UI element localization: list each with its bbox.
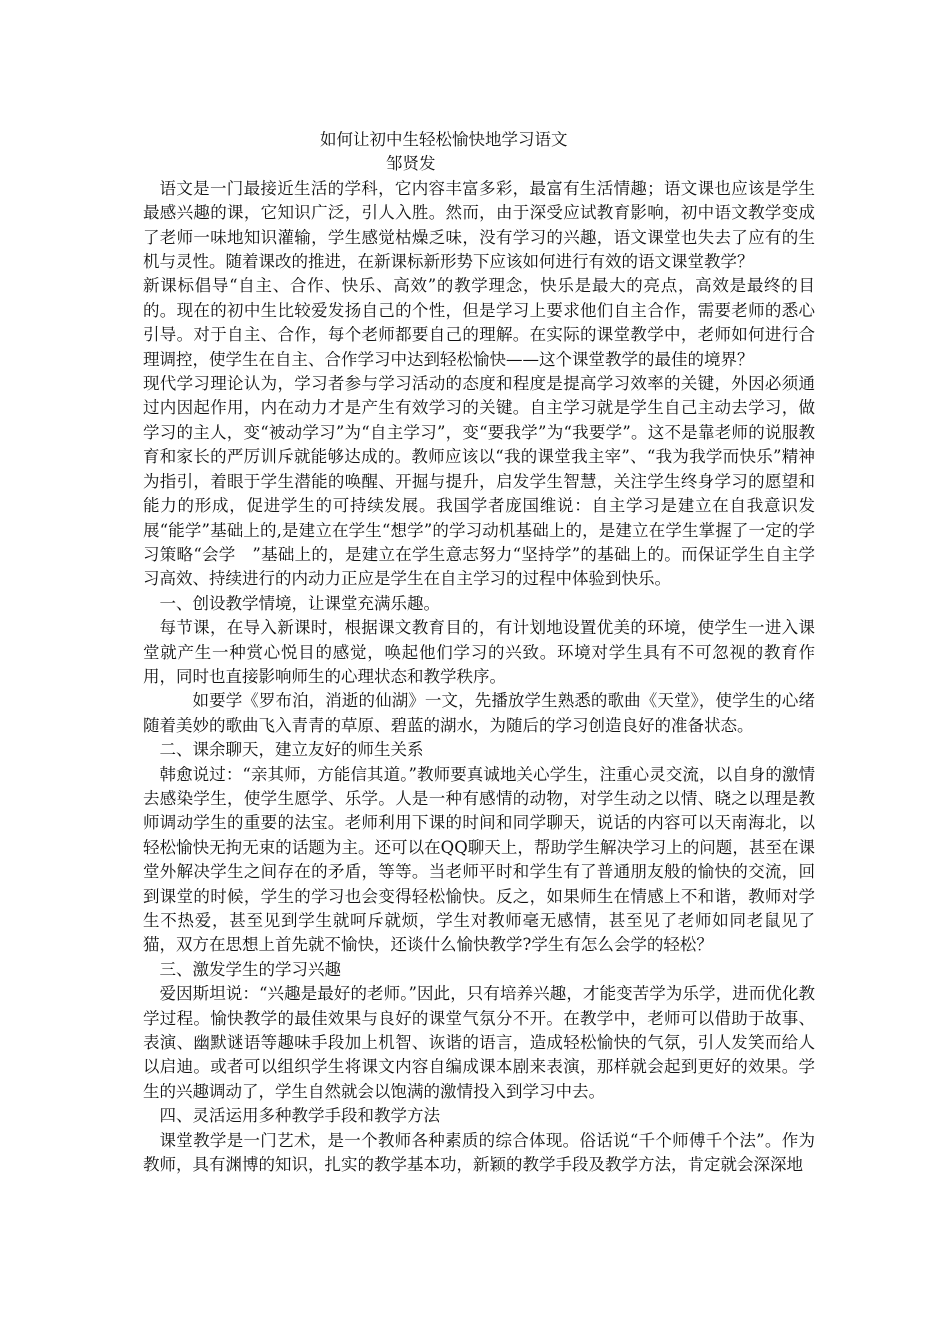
paragraph-intro: 语文是一门最接近生活的学科，它内容丰富多彩，最富有生活情趣；语文课也应该是学生最感兴趣的课，它知识广泛，引人入胜。然而，由于深受应试教育影响，初中语文教学变成了老师一味地知识灌输，学生感觉枯燥乏味，没有学习的兴趣，语文课堂也失去了应有的生机与灵性。随着课改的推进，在新课标新形势下应该如何进行有效的语文课堂教学？ (143, 178, 815, 272)
paragraph-section-4: 课堂教学是一门艺术，是一个教师各种素质的综合体现。俗话说“千个师傅千个法”。作为教师，具有渊博的知识，扎实的教学基本功，新颖的教学手段及教学方法，肯定就会深深地 (143, 1130, 815, 1175)
document-body (143, 128, 815, 1177)
section-heading-3: 三、激发学生的学习兴趣 (159, 959, 341, 979)
paragraph-section-2: 韩愈说过：“亲其师，方能信其道。”教师要真诚地关心学生，注重心灵交流，以自身的激情去感染学生，使学生愿学、乐学。人是一种有感情的动物，对学生动之以情、晓之以理是教师调动学生的重要的法宝。老师利用下课的时间和同学聊天，说话的内容可以天南海北，以轻松愉快无拘无束的话题为主。还可以在QQ聊天上，帮助学生解决学习上的问题，甚至在课堂外解决学生之间存在的矛盾，等等。当老师平时和学生有了普通朋友般的愉快的交流，回到课堂的时候，学生的学习也会变得轻松愉快。反之，如果师生在情感上不和谐，教师对学生不热爱，甚至见到学生就呵斥就烦，学生对教师毫无感情，甚至见了老师如同老鼠见了猫，双方在思想上首先就不愉快，还谈什么愉快教学?学生有怎么会学的轻松？ (143, 764, 815, 955)
section-heading-2: 二、课余聊天，建立友好的师生关系 (159, 740, 424, 760)
paragraph-section-3: 爱因斯坦说：“兴趣是最好的老师。”因此，只有培养兴趣，才能变苦学为乐学，进而优化教学过程。愉快教学的最佳效果与良好的课堂气氛分不开。在教学中，老师可以借助于故事、表演、幽默谜语等趣味手段加上机智、诙谐的语言，造成轻松愉快的气氛，引人发笑而给人以启迪。或者可以组织学生将课文内容自编成课本剧来表演，那样就会起到更好的效果。学生的兴趣调动了，学生自然就会以饱满的激情投入到学习中去。 (143, 984, 815, 1101)
paragraph-section-1-example: 如要学《罗布泊，消逝的仙湖》一文，先播放学生熟悉的歌曲《天堂》，使学生的心绪随着美妙的歌曲飞入青青的草原、碧蓝的湖水，为随后的学习创造良好的准备状态。 (143, 691, 815, 735)
document-title: 如何让初中生轻松愉快地学习语文 (320, 130, 568, 149)
paragraph-section-1: 每节课，在导入新课时，根据课文教育目的，有计划地设置优美的环境，使学生一进入课堂就产生一种赏心悦目的感觉，唤起他们学习的兴致。环境对学生具有不可忽视的教育作用，同时也直接影响师生的心理状态和教学秩序。 (143, 618, 815, 686)
section-heading-1: 一、创设教学情境，让课堂充满乐趣。 (159, 593, 440, 613)
paragraph-learning-theory: 现代学习理论认为，学习者参与学习活动的态度和程度是提高学习效率的关键，外因必须通过内因起作用，内在动力才是产生有效学习的关键。自主学习就是学生自己主动去学习，做学习的主人，变“被动学习”为“自主学习”，变“要我学”为“我要学”。这不是靠老师的说服教育和家长的严厉训斥就能够达成的。教师应该以“我的课堂我主宰”、“我为我学而快乐”精神为指引，着眼于学生潜能的唤醒、开掘与提升，启发学生智慧，关注学生终身学习的愿望和能力的形成，促进学生的可持续发展。我国学者庞国维说：自主学习是建立在自我意识发展“能学”基础上的,是建立在学生“想学”的学习动机基础上的，是建立在学生掌握了一定的学习策略“会学 ”基础上的，是建立在学生意志努力“坚持学”的基础上的。而保证学生自主学习高效、持续进行的内动力正应是学生在自主学习的过程中体验到快乐。 (143, 374, 815, 589)
document-author: 邹贤发 (386, 154, 436, 174)
section-heading-4: 四、灵活运用多种教学手段和教学方法 (159, 1106, 440, 1126)
paragraph-new-curriculum: 新课标倡导“自主、合作、快乐、高效”的教学理念，快乐是最大的亮点，高效是最终的目的。现在的初中生比较爱发扬自己的个性，但是学习上要求他们自主合作，需要老师的悉心引导。对于自主、合作，每个老师都要自己的理解。在实际的课堂教学中，老师如何进行合理调控，使学生在自主、合作学习中达到轻松愉快——这个课堂教学的最佳的境界？ (143, 276, 815, 369)
